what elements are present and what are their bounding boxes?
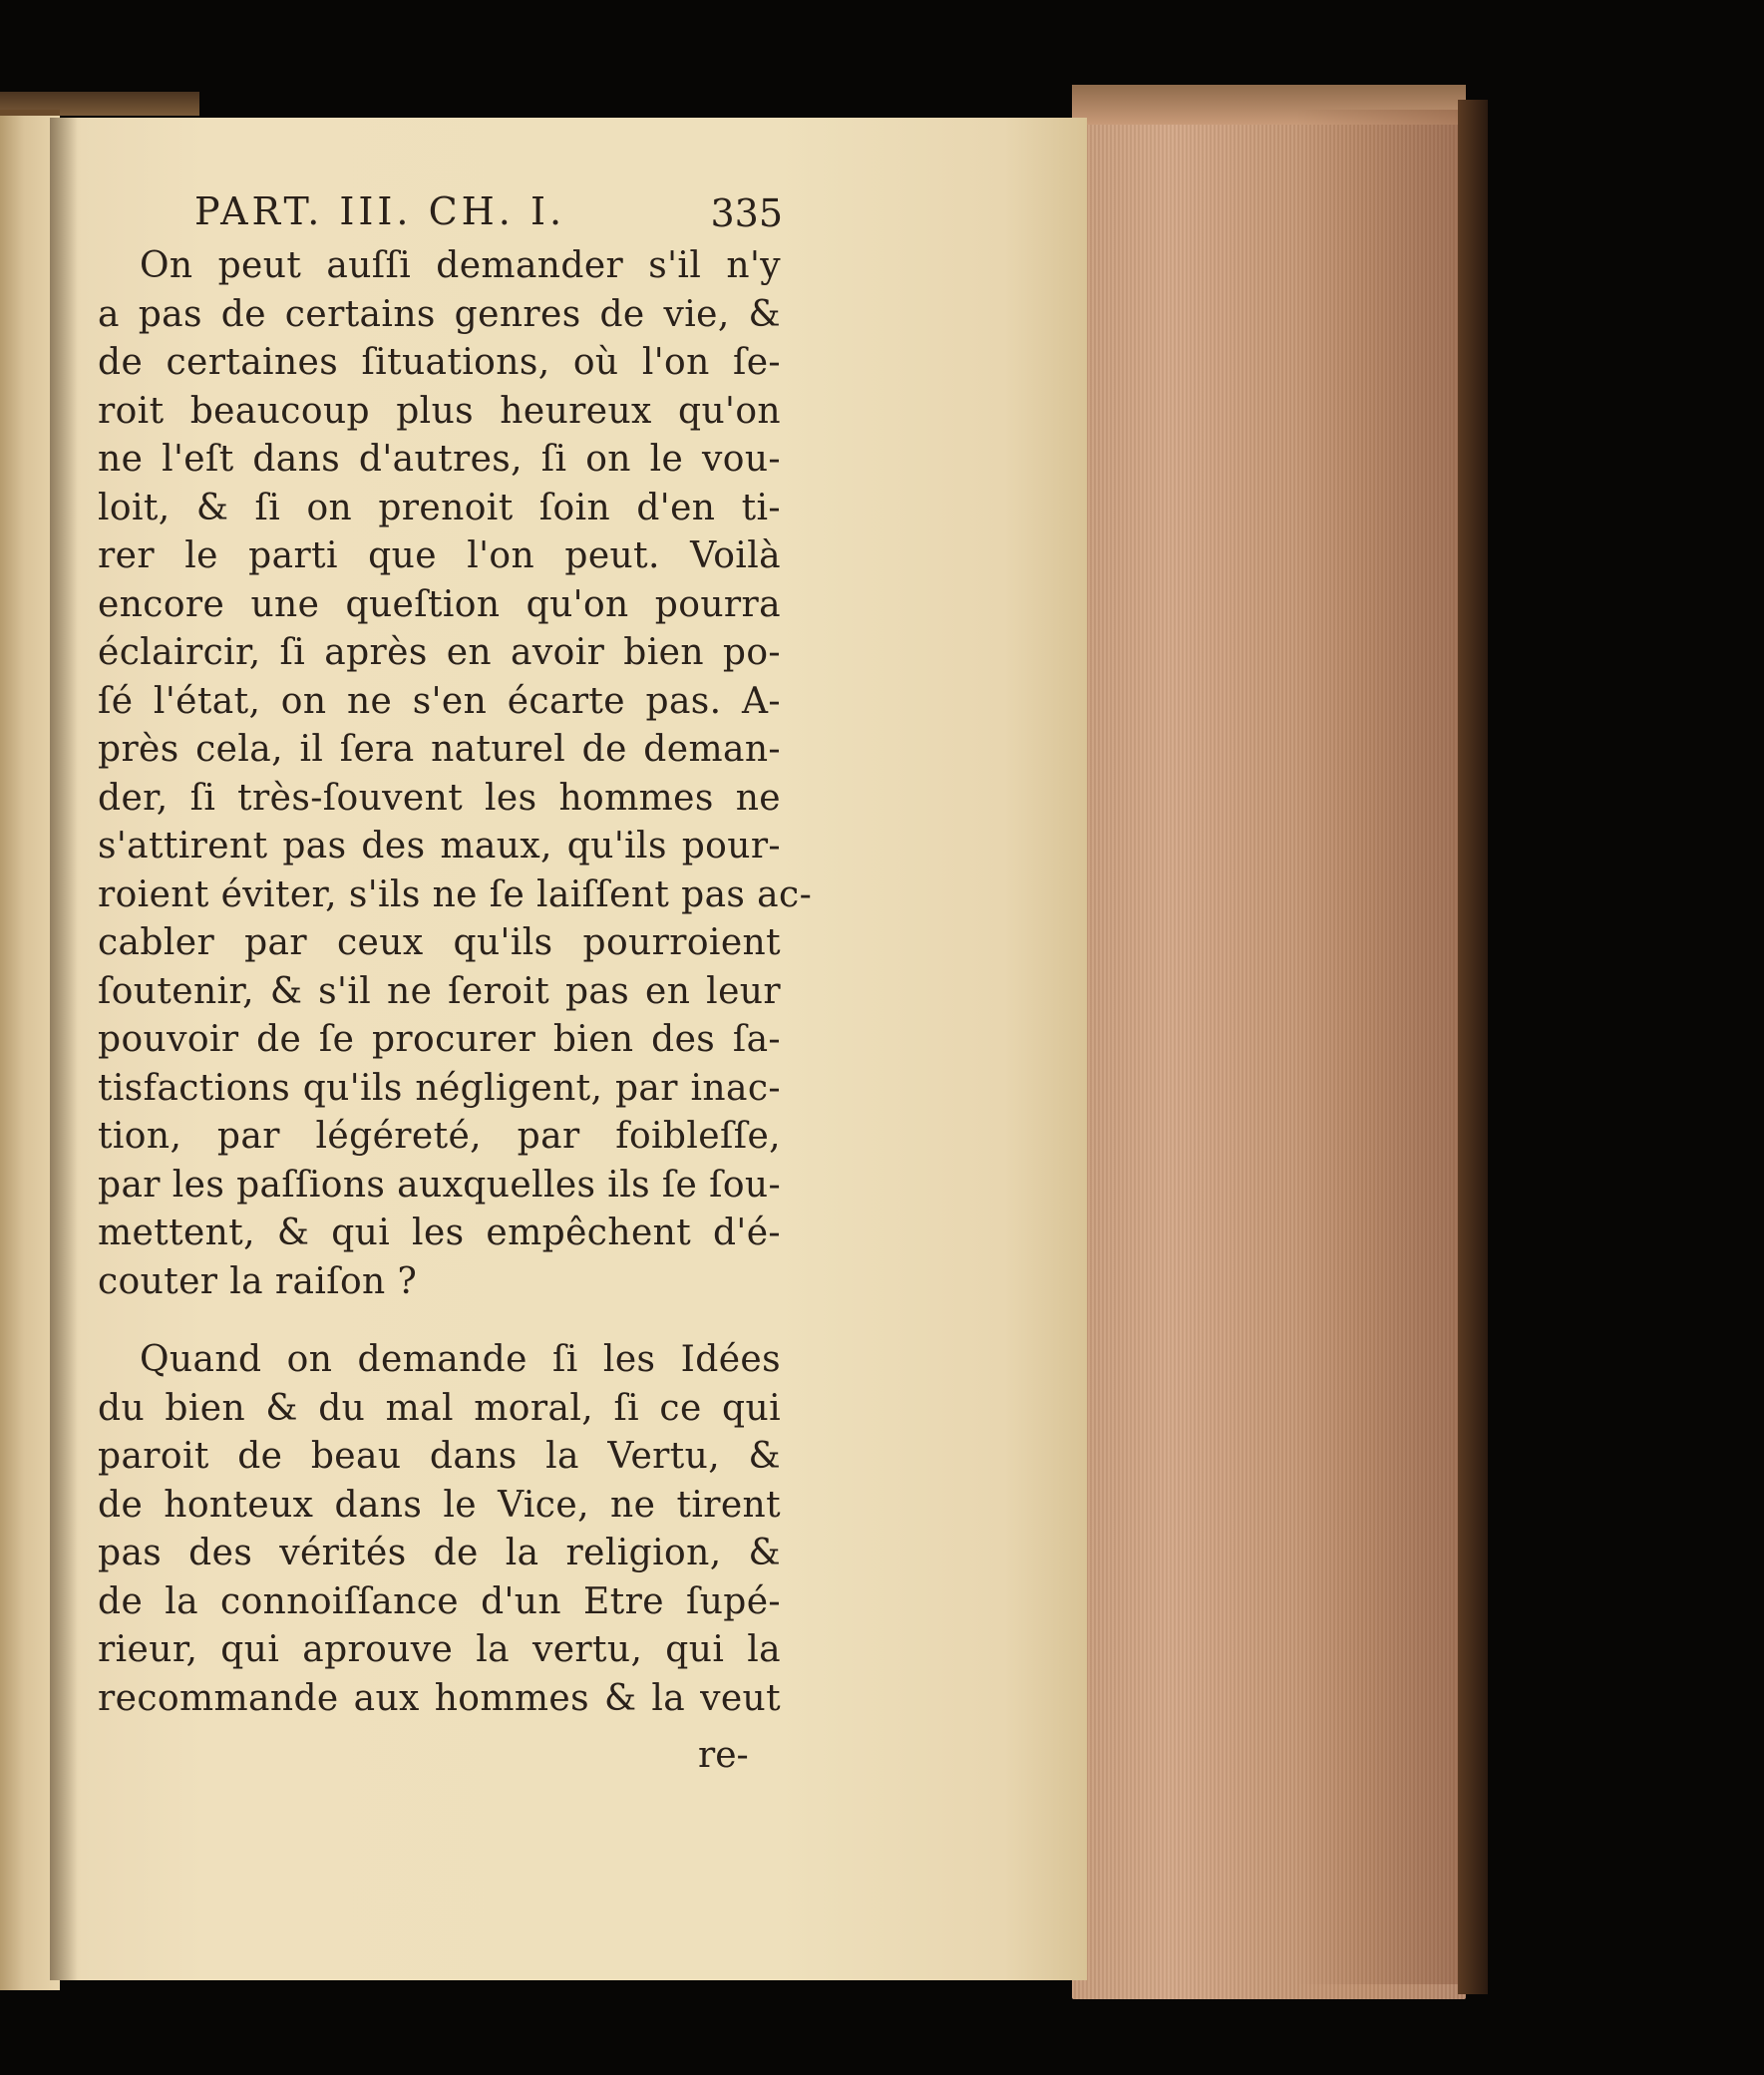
- running-head: PART. III. CH. I.: [194, 189, 566, 233]
- text-line: de honteux dans le Vice, ne tirent: [98, 1484, 781, 1526]
- text-line: du bien & du mal moral, ſi ce qui: [98, 1387, 781, 1429]
- text-line: mettent, & qui les empêchent d'é-: [98, 1212, 781, 1253]
- text-line: loit, & ſi on prenoit ſoin d'en ti-: [98, 487, 781, 528]
- text-line: der, ſi très-ſouvent les hommes ne: [98, 777, 781, 819]
- text-line: On peut auſſi demander s'il n'y: [140, 245, 781, 286]
- text-line: couter la raiſon ?: [98, 1260, 418, 1302]
- paragraph-2: [98, 1336, 781, 1723]
- text-line: a pas de certains genres de vie, &: [98, 293, 781, 335]
- text-line: de certaines ſituations, où l'on ſe-: [98, 342, 781, 383]
- text-line: roient éviter, s'ils ne ſe laiſſent pas ac-: [98, 873, 813, 915]
- text-line: rer le parti que l'on peut. Voilà: [98, 535, 781, 576]
- book-cover-edge: [1458, 100, 1488, 1994]
- text-line: roit beaucoup plus heureux qu'on: [98, 390, 781, 432]
- catchword: re-: [698, 1735, 749, 1776]
- text-line: encore une queſtion qu'on pourra: [98, 583, 781, 625]
- page-edges-shade: [1296, 110, 1461, 1984]
- text-line: s'attirent pas des maux, qu'ils pour-: [98, 826, 781, 866]
- text-line: ſoutenir, & s'il ne ſeroit pas en leur: [98, 970, 781, 1012]
- text-line: recommande aux hommes & la veut: [98, 1677, 781, 1719]
- text-line: paroit de beau dans la Vertu, &: [98, 1436, 781, 1477]
- page-header: [194, 189, 783, 237]
- gutter-shadow: [50, 118, 78, 1980]
- text-line: pouvoir de ſe procurer bien des ſa-: [98, 1019, 781, 1060]
- text-line: ſé l'état, on ne s'en écarte pas. A-: [98, 680, 781, 722]
- text-line: tion, par légéreté, par foibleſſe,: [98, 1116, 781, 1157]
- text-line: éclaircir, ſi après en avoir bien po-: [98, 632, 781, 673]
- text-line: cabler par ceux qu'ils pourroient: [98, 922, 781, 963]
- text-line: de la connoiſſance d'un Etre ſupé-: [98, 1580, 781, 1622]
- text-line: pas des vérités de la religion, &: [98, 1533, 781, 1573]
- text-line: près cela, il ſera naturel de deman-: [98, 729, 781, 770]
- text-line: ne l'eſt dans d'autres, ſi on le vou-: [98, 439, 781, 480]
- text-line: Quand on demande ſi les Idées: [140, 1339, 781, 1380]
- paragraph-1: [98, 242, 813, 1306]
- text-line: tisfactions qu'ils négligent, par inac-: [98, 1067, 781, 1109]
- text-line: par les paſſions auxquelles ils ſe ſou-: [98, 1164, 782, 1206]
- page-number: 335: [710, 191, 783, 235]
- text-line: rieur, qui aprouve la vertu, qui la: [98, 1629, 781, 1670]
